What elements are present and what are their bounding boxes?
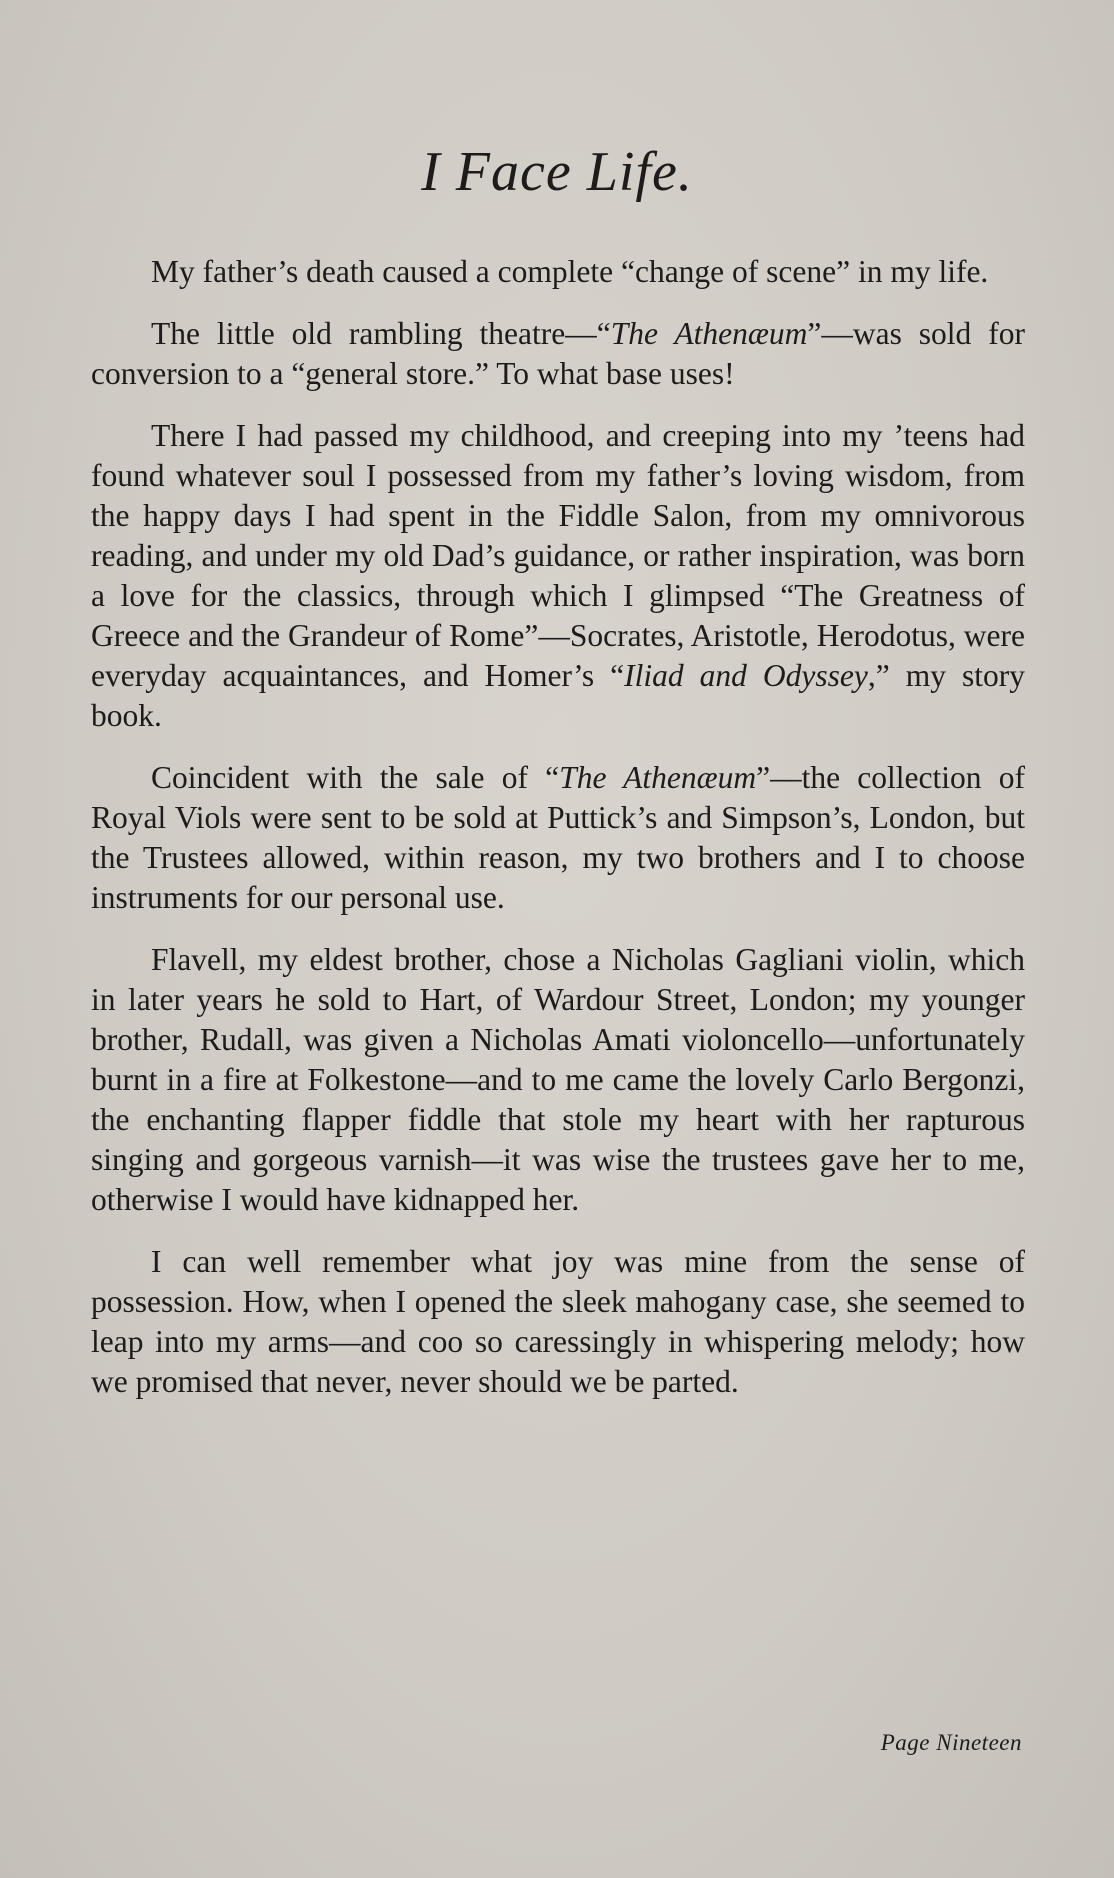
paragraph-text: ”—was sold for conversion to a “general store.” To what base uses!	[91, 316, 1025, 391]
paragraph-text: There I had passed my childhood, and creeping into my ’teens had found whatever soul I possessed from my father’s loving wisdom, from the happy days I had spent in the Fiddle Salon, from my omnivorous reading, and under my old Dad’s guidance, or rather inspiration, was born a love for the classics, through which I glimpsed “The Greatness of Greece and the Grandeur of Rome”—Socrates, Aristotle, Herodotus, were everyday acquaintances, and Homer’s “	[91, 418, 1025, 693]
paragraph-3	[91, 416, 1025, 736]
paragraph-1	[91, 252, 1025, 292]
paragraph-text: My father’s death caused a complete “change of scene” in my life.	[151, 254, 989, 289]
paragraph-text: ”—the collection of Royal Viols were sent to be sold at Puttick’s and Simpson’s, London, but the Trustees allowed, within reason, my two brothers and I to choose instruments for our personal use.	[91, 760, 1026, 915]
body-text	[91, 252, 1025, 1424]
paragraph-2	[91, 314, 1025, 394]
paragraph-text: Flavell, my eldest brother, chose a Nicholas Gagliani violin, which in later years he sold to Hart, of Wardour Street, London; my younger brother, Rudall, was given a Nicholas Amati violoncello—unfortunately burnt in a fire at Folkestone—and to me came the lovely Carlo Bergonzi, the enchanting flapper fiddle that stole my heart with her rapturous singing and gorgeous varnish—it was wise the trustees gave her to me, otherwise I would have kidnapped her.	[91, 942, 1025, 1217]
page-number: Page Nineteen	[880, 1730, 1022, 1755]
paragraph-text: The little old rambling theatre—“	[151, 316, 611, 351]
paragraph-5	[91, 940, 1025, 1220]
paragraph-text: Coincident with the sale of “	[151, 760, 560, 795]
page-title: I Face Life.	[421, 141, 693, 203]
italic-title: The Athenæum	[559, 760, 757, 795]
paragraph-text: I can well remember what joy was mine from the sense of possession. How, when I opened the sleek mahogany case, she seemed to leap into my arms—and coo so caressingly in whispering melody; how we promised that never, never should we be parted.	[91, 1244, 1025, 1399]
paragraph-4	[91, 758, 1025, 918]
paragraph-text: ,” my story book.	[91, 658, 1025, 733]
italic-title: The Athenæum	[610, 316, 808, 351]
italic-title: Iliad and Odyssey	[624, 658, 868, 693]
paragraph-6	[91, 1242, 1025, 1402]
